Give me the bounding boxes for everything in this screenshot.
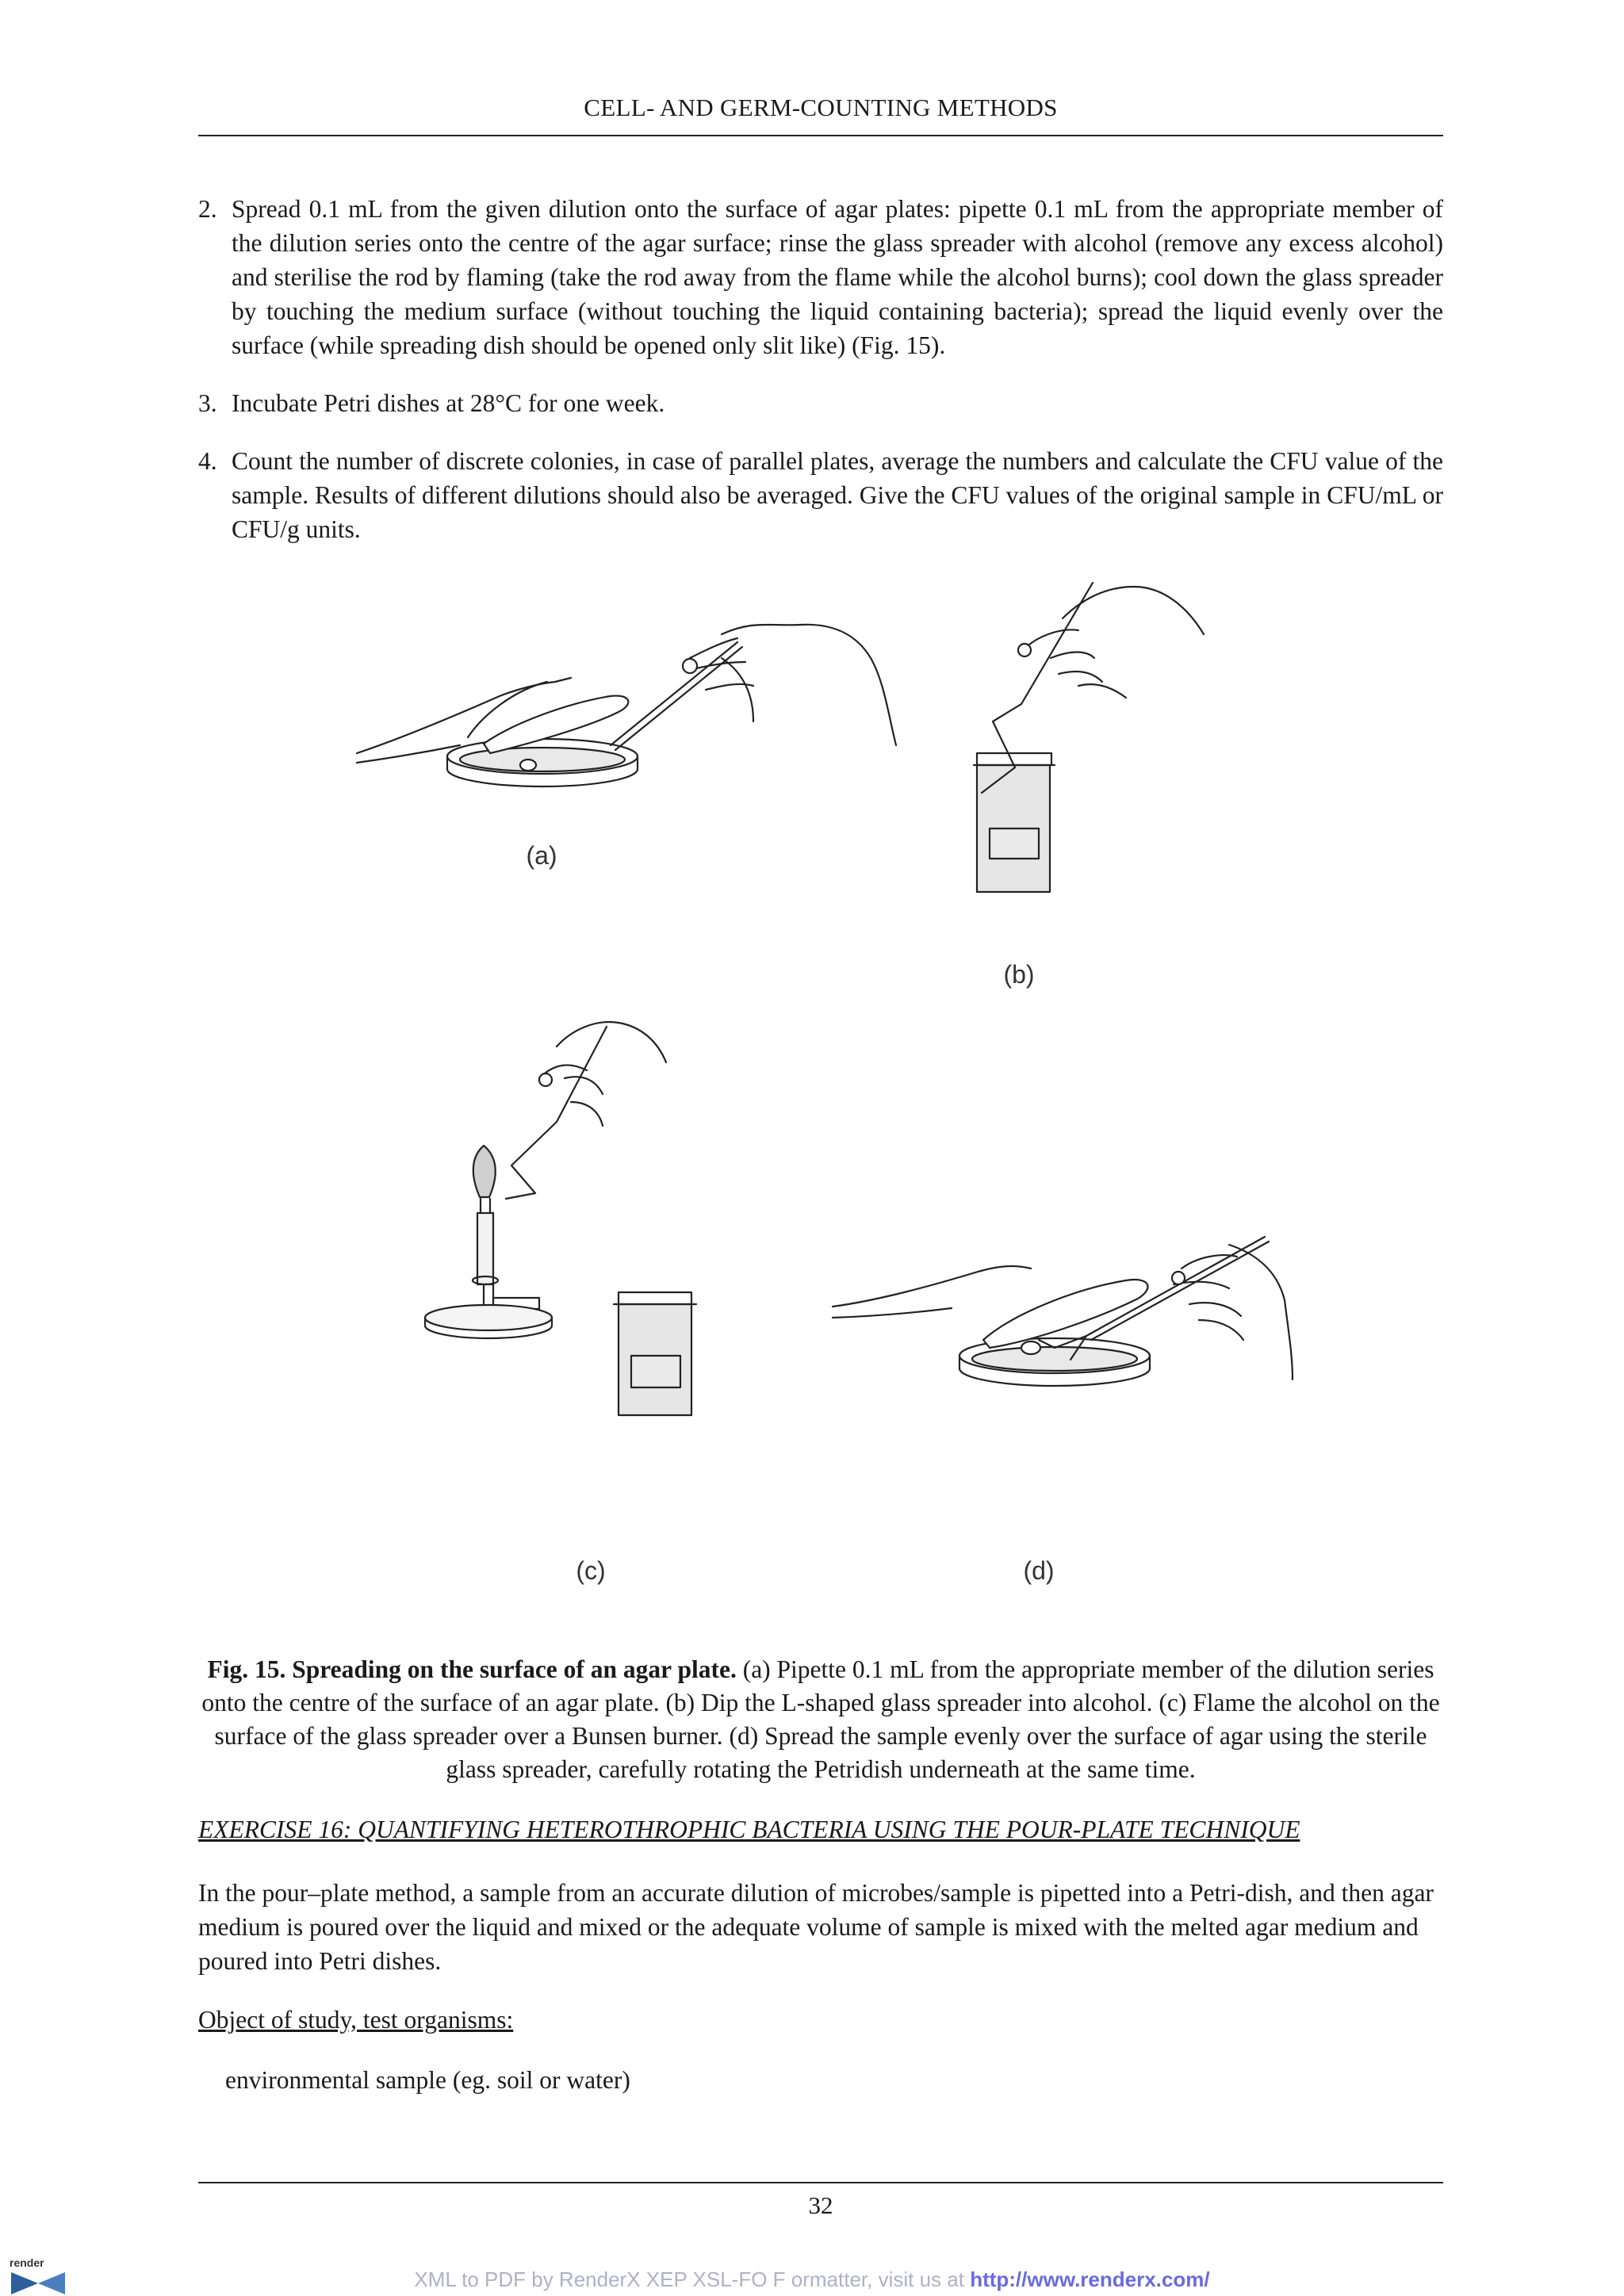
step-number: 3. (198, 389, 217, 417)
step-number: 4. (198, 447, 217, 475)
header-rule (198, 135, 1443, 136)
caption-text: (a) Pipette 0.1 mL from the appropriate member of the dilution series onto the centre of the surface of an agar plate. (b) Dip the L-shaped glass spreader into alcohol. (c) Flame the alcohol on the surface of the glass spreader over a Bunsen burner. (d) Spread the sample evenly over the surface of agar using the sterile glass spreader, carefully rotating the Petridish underneath at the same time. (201, 1655, 1440, 1783)
object-item: environmental sample (eg. soil or water) (225, 2066, 630, 2094)
exercise-heading: EXERCISE 16: QUANTIFYING HETEROTHROPHIC BACTERIA USING THE POUR-PLATE TECHNIQUE (198, 1816, 1300, 1843)
step-text: Incubate Petri dishes at 28°C for one week. (232, 389, 665, 417)
step-item (198, 192, 1443, 362)
figure-label-b: (b) (1003, 960, 1035, 989)
footer-text: XML to PDF by RenderX XEP XSL-FO F ormatter, visit us at (414, 2267, 971, 2291)
footer-rule (198, 2182, 1443, 2183)
panel-c-illustration (425, 1022, 696, 1415)
running-header: CELL- AND GERM-COUNTING METHODS (584, 94, 1058, 121)
figure-label-c: (c) (576, 1556, 606, 1585)
procedure-steps (198, 192, 1443, 570)
panel-a-illustration (357, 625, 896, 786)
caption-title: Fig. 15. Spreading on the surface of an agar plate. (207, 1655, 737, 1683)
figure-label-d: (d) (1023, 1556, 1055, 1585)
spreading-illustration (198, 555, 1443, 1601)
object-heading: Object of study, test organisms: (198, 2006, 514, 2034)
footer-link[interactable]: http://www.renderx.com/ (970, 2267, 1210, 2291)
panel-d-illustration (833, 1237, 1293, 1386)
step-text: Spread 0.1 mL from the given dilution onto the surface of agar plates: pipette 0.1 mL from the appropriate member of the dilution series onto the centre of the agar surface; rinse the glass spreader with alcohol (remove any excess alcohol) and sterilise the rod by flaming (take the rod away from the flame while the alcohol burns); cool down the glass spreader by touching the medium surface (without touching the liquid containing bacteria); spread the liquid evenly over the surface (while spreading dish should be opened only slit like) (Fig. 15). (232, 195, 1443, 359)
figure-15 (198, 555, 1443, 1601)
logo-text: render (10, 2256, 44, 2269)
intro-paragraph: In the pour–plate method, a sample from an accurate dilution of microbes/sample is pipetted into a Petri-dish, and then agar medium is poured over the liquid and mixed or the adequate volume of sample is mixed with the melted agar medium and poured into Petri dishes. (198, 1879, 1434, 1975)
page-number: 32 (808, 2191, 833, 2219)
step-text: Count the number of discrete colonies, in case of parallel plates, average the numbers and calculate the CFU value of the sample. Results of different dilutions should also be averaged. Give the CFU values of the original sample in CFU/mL or CFU/g units. (232, 447, 1443, 543)
figure-caption (198, 1653, 1443, 1786)
step-number: 2. (198, 195, 217, 223)
step-item (198, 444, 1443, 546)
panel-b-illustration (974, 583, 1204, 892)
renderx-footer (0, 2267, 1624, 2292)
step-item (198, 386, 1443, 420)
figure-label-a: (a) (526, 841, 557, 870)
